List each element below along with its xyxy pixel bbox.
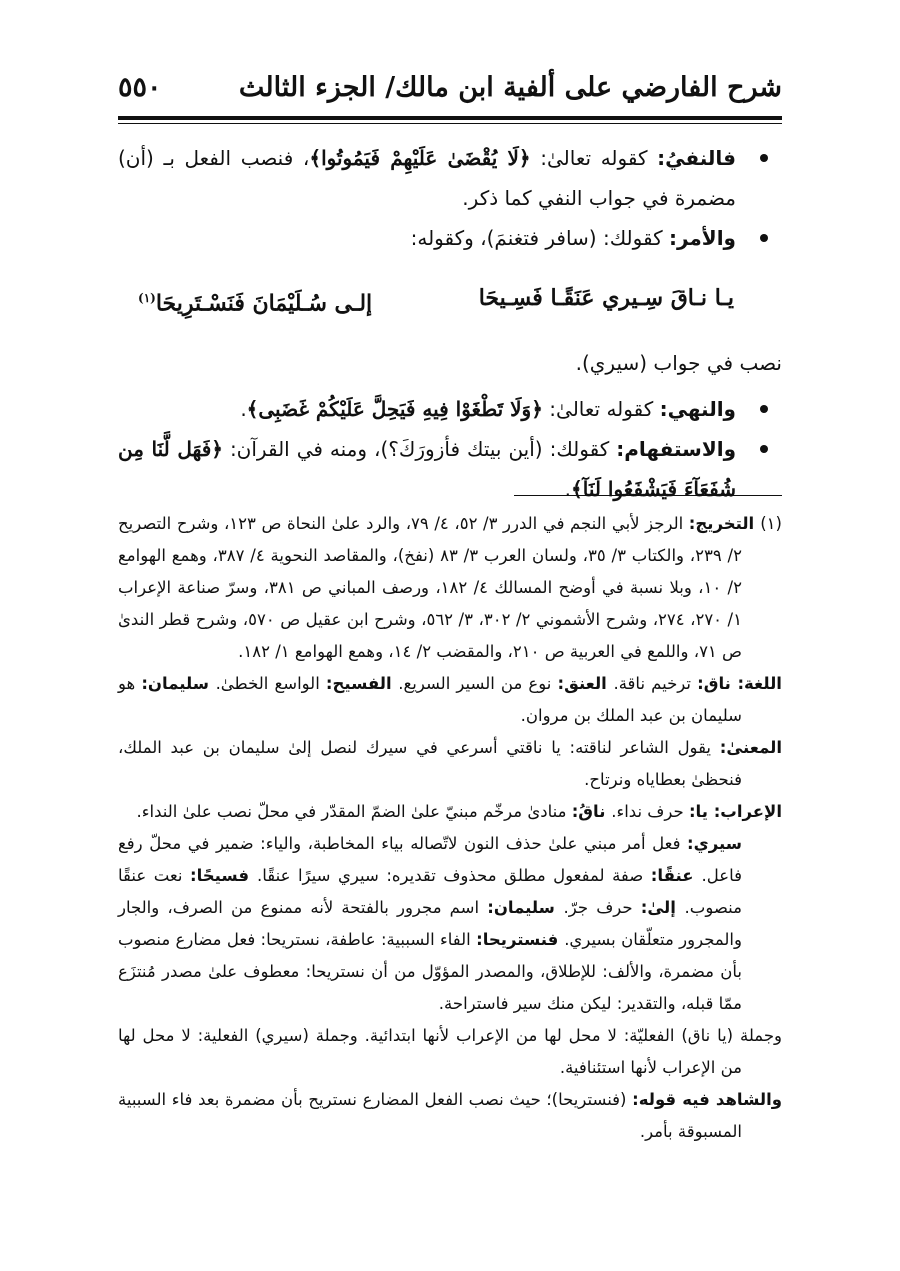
verse-second-hemistich: إلـى سُـلَيْمَانَ فَنَسْـتَرِيحَا$^{(١)}$ xyxy=(138,290,373,317)
bullet-dot xyxy=(760,234,768,242)
bullet-dot xyxy=(760,445,768,453)
footnote-maana: المعنىٰ: يقول الشاعر لناقته: يا ناقتي أسرعي في سيرك لنصل إلىٰ سليمان بن عبد الملك، فنحظىٰ بعطاياه ونرتاح. xyxy=(118,738,782,789)
bullet-dot xyxy=(760,154,768,162)
item-text: كقولك: (سافر فتغنمَ)، وكقوله: xyxy=(410,226,669,250)
footnote-takhrij xyxy=(118,508,782,668)
footnote-marker: (١) xyxy=(138,291,156,305)
quran-quote: ﴿فَهَل لَّنَا مِن شُفَعَآءَ فَيَشْفَعُوا لَنَآ﴾ xyxy=(118,437,736,502)
footnote-label: الإعراب: xyxy=(713,802,782,821)
footnote-label: المعنىٰ: xyxy=(719,738,782,757)
bullet-dot xyxy=(760,405,768,413)
after-verse-text: نصب في جواب (سيري). xyxy=(575,351,782,376)
header-rule-thick xyxy=(118,116,782,120)
footnote-shahid: والشاهد فيه قوله: (فنستريحا)؛ حيث نصب الفعل المضارع نستريح بأن مضمرة بعد فاء السببية المسبوقة بأمر. xyxy=(118,1090,782,1141)
header-rule-thin xyxy=(118,123,782,124)
item-label: فالنفيُ: xyxy=(657,146,736,170)
item-label: والأمر: xyxy=(668,226,736,250)
footnote-label: التخريج: xyxy=(688,514,755,533)
footnotes xyxy=(118,508,782,1148)
footnote-lugha: اللغة: ناق: ترخيم ناقة. العنق: نوع من السير السريع. الفسيح: الواسع الخطىٰ. سليمان: هو سليمان بن عبد الملك بن مروان. xyxy=(118,674,782,725)
running-title: شرح الفارضي على ألفية ابن مالك/ الجزء الثالث xyxy=(238,71,782,103)
item-text: . xyxy=(240,397,247,422)
main-text xyxy=(118,138,782,509)
footnote-label: اللغة: xyxy=(737,674,782,693)
item-text: ، فنصب الفعل بـ (أن) مضمرة في جواب النفي كما ذكر. xyxy=(118,146,736,210)
footnote-number: (١) xyxy=(760,514,782,533)
item-text: . xyxy=(564,477,572,502)
item-label: والاستفهام: xyxy=(616,437,736,462)
bullet-nahy xyxy=(118,389,782,429)
item-text: كقوله تعالىٰ: xyxy=(542,397,660,422)
footnote-irab-first: الإعراب: يا: حرف نداء. ناقُ: منادىٰ مرخّم مبنيّ علىٰ الضمّ المقدّر في محلّ نصب علىٰ النداء. xyxy=(136,802,782,821)
bullet-istifham xyxy=(118,429,782,509)
page-number: ٥٥٠ xyxy=(118,71,162,103)
page-header xyxy=(118,62,782,112)
quran-quote: ﴿لَا يُقْضَىٰ عَلَيْهِمْ فَيَمُوتُوا﴾ xyxy=(309,146,531,170)
verse-first-hemistich: يـا نـاقَ سِـيري عَنَقًـا فَسِـيحَا xyxy=(478,285,734,311)
bullet-amr xyxy=(118,218,782,258)
bullet-nafy xyxy=(118,138,782,218)
footnote-jumla: وجملة (يا ناق) الفعليّة: لا محل لها من الإعراب لأنها ابتدائية. وجملة (سيري) الفعلية: لا محل لها من الإعراب لأنها استئنافية. xyxy=(118,1026,782,1077)
footnote-label: والشاهد فيه قوله: xyxy=(632,1090,782,1109)
item-text: كقوله تعالىٰ: xyxy=(530,146,658,170)
footnote-separator xyxy=(514,495,782,496)
footnote-irab-details: سيري: فعل أمر مبني علىٰ حذف النون لاتّصاله بياء المخاطبة، والياء: ضمير في محلّ رفع فاعل. عنقًا: صفة لمفعول مطلق محذوف تقديره: سيري سيرًا عنقًا. فسيحًا: نعت عنقًا منصوب. إلىٰ: حرف جرّ. سليمان: اسم مجرور بالفتحة لأنه ممنوع من الصرف، والجار والمجرور متعلّقان بسيري. فنستريحا: الفاء السببية: عاطفة، نستريحا: فعل مضارع منصوب بأن مضمرة، والألف: للإطلاق، والمصدر المؤوّل من أن نستريحا: معطوف علىٰ مصدر مُنتزَع ممّا قبله، والتقدير: ليكن منك سير فاستراحة. xyxy=(118,834,743,1013)
quran-quote: ﴿وَلَا تَطْغَوْا فِيهِ فَيَحِلَّ عَلَيْكُمْ غَضَبِى﴾ xyxy=(246,397,543,422)
item-text: كقولك: (أين بيتك فأزورَكَ؟)، ومنه في القرآن: xyxy=(222,437,617,462)
poetry-verse xyxy=(138,276,734,325)
item-label: والنهي: xyxy=(659,397,736,422)
footnote-text: الرجز لأبي النجم في الدرر ٣/ ٥٢، ٤/ ٧٩، والرد علىٰ النحاة ص ١٢٣، وشرح التصريح ٢/ ٢٣٩، والكتاب ٣/ ٣٥، ولسان العرب ٣/ ٨٣ (نفخ)، والمقاصد النحوية ٤/ ٣٨٧، وهمع الهوامع ٢/ ١٠، وبلا نسبة في أوضح المسالك ٤/ ١٨٢، ورصف المباني ص ٣٨١، وسرّ صناعة الإعراب ١/ ٢٧٠، ٢٧٤، وشرح الأشموني ٢/ ٣٠٢، ٣/ ٥٦٢، وشرح ابن عقيل ص ٥٧٠، وشرح قطر الندىٰ ص ٧١، واللمع في العربية ص ٢١٠، والمقضب ٢/ ١٤، وهمع الهوامع ١/ ١٨٢. xyxy=(118,514,742,661)
